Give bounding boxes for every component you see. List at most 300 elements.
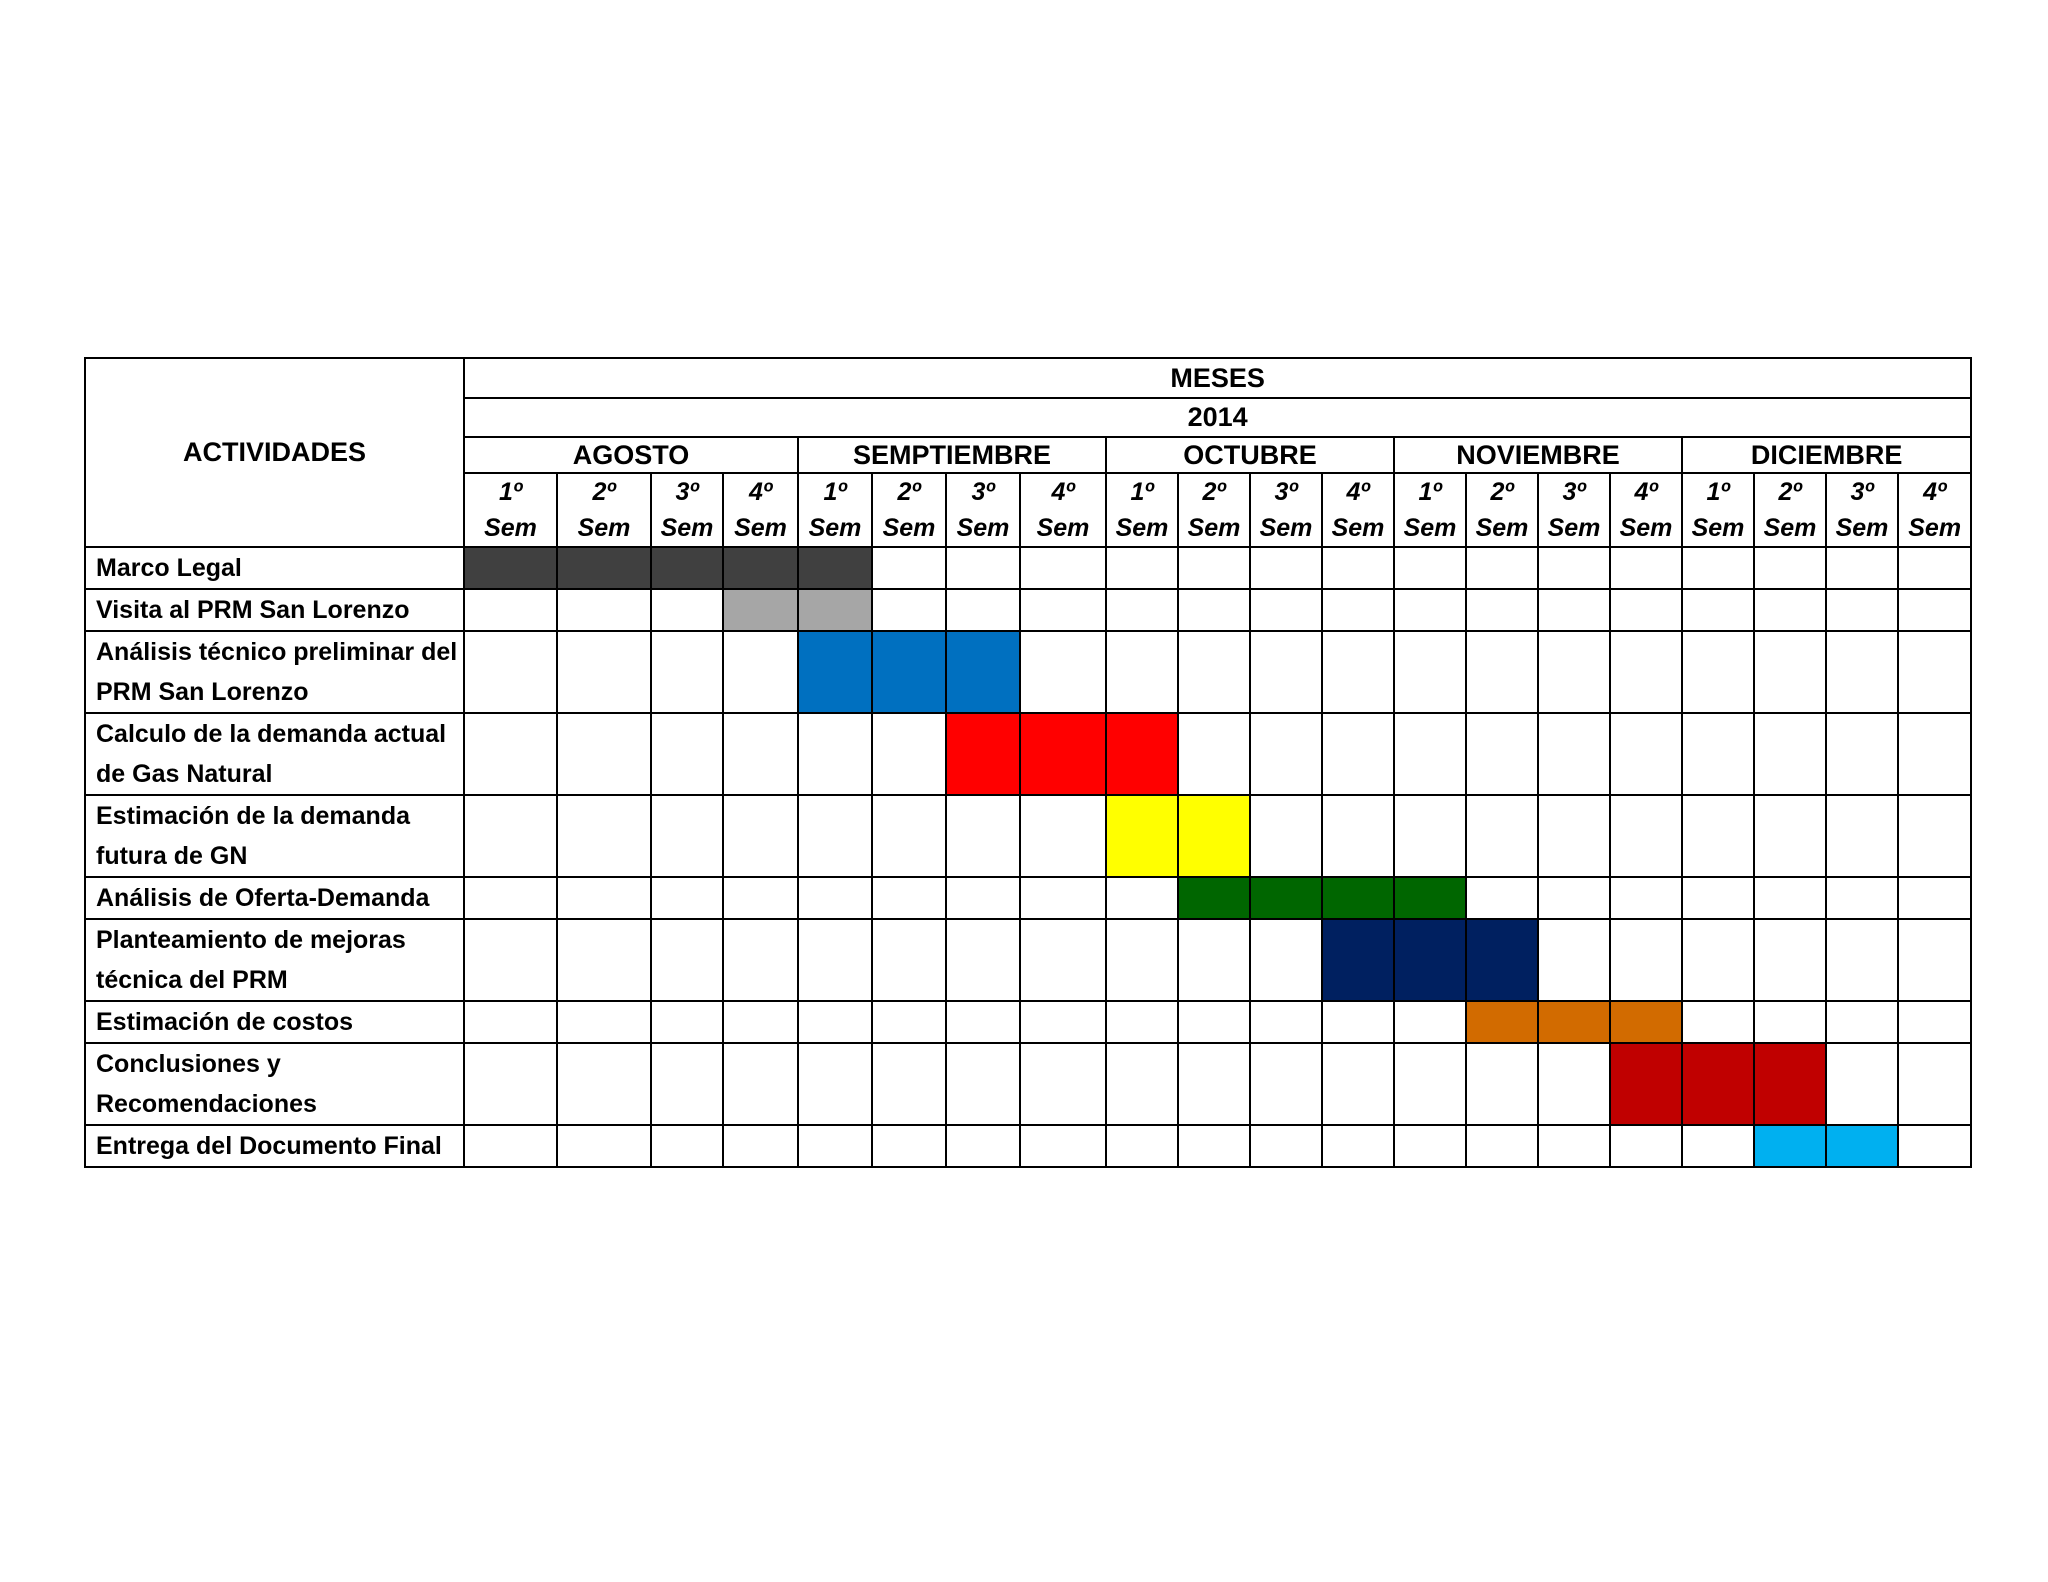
gantt-empty-cell: [464, 919, 557, 1001]
gantt-empty-cell: [1106, 1001, 1178, 1043]
gantt-empty-cell: [1020, 1125, 1106, 1167]
gantt-empty-cell: [651, 919, 723, 1001]
week-header: [1826, 473, 1898, 547]
gantt-empty-cell: [798, 713, 872, 795]
gantt-bar-cell: [464, 547, 557, 589]
gantt-empty-cell: [557, 1125, 651, 1167]
activity-name-line: Análisis técnico preliminar del: [96, 638, 458, 666]
gantt-empty-cell: [1322, 547, 1394, 589]
gantt-empty-cell: [723, 631, 798, 713]
gantt-empty-cell: [651, 631, 723, 713]
week-number: 3º: [971, 478, 995, 506]
gantt-empty-cell: [464, 1001, 557, 1043]
gantt-empty-cell: [1020, 631, 1106, 713]
week-header: [464, 473, 557, 547]
gantt-bar-cell: [1538, 1001, 1610, 1043]
gantt-empty-cell: [1250, 795, 1322, 877]
gantt-empty-cell: [1466, 795, 1538, 877]
gantt-empty-cell: [946, 589, 1020, 631]
activity-row: [85, 1001, 1971, 1043]
gantt-bar-cell: [1250, 877, 1322, 919]
gantt-bar-cell: [1106, 795, 1178, 877]
month-header: SEMPTIEMBRE: [798, 437, 1106, 473]
week-number: 1º: [823, 478, 847, 506]
gantt-empty-cell: [946, 795, 1020, 877]
gantt-empty-cell: [798, 795, 872, 877]
gantt-empty-cell: [1826, 589, 1898, 631]
gantt-empty-cell: [798, 1001, 872, 1043]
gantt-bar-cell: [1394, 877, 1466, 919]
gantt-bar-cell: [798, 631, 872, 713]
gantt-empty-cell: [1322, 713, 1394, 795]
gantt-empty-cell: [557, 919, 651, 1001]
week-header: [1754, 473, 1826, 547]
gantt-empty-cell: [1538, 631, 1610, 713]
gantt-empty-cell: [723, 877, 798, 919]
month-header: OCTUBRE: [1106, 437, 1394, 473]
week-header: [1898, 473, 1971, 547]
gantt-bar-cell: [1682, 1043, 1754, 1125]
gantt-empty-cell: [1178, 1001, 1250, 1043]
gantt-empty-cell: [1538, 795, 1610, 877]
week-number: 4º: [1634, 478, 1658, 506]
gantt-empty-cell: [946, 1125, 1020, 1167]
week-header: [1682, 473, 1754, 547]
week-header: [872, 473, 946, 547]
gantt-empty-cell: [1682, 547, 1754, 589]
gantt-empty-cell: [557, 1001, 651, 1043]
week-number: 4º: [1923, 478, 1947, 506]
week-number: 3º: [675, 478, 699, 506]
gantt-empty-cell: [464, 631, 557, 713]
gantt-empty-cell: [651, 1043, 723, 1125]
week-label: Sem: [1187, 514, 1241, 542]
gantt-empty-cell: [723, 1043, 798, 1125]
gantt-empty-cell: [1538, 1125, 1610, 1167]
gantt-empty-cell: [1250, 631, 1322, 713]
gantt-empty-cell: [1106, 547, 1178, 589]
gantt-empty-cell: [1020, 1001, 1106, 1043]
gantt-empty-cell: [1250, 1043, 1322, 1125]
gantt-empty-cell: [1826, 713, 1898, 795]
activity-name-line: Visita al PRM San Lorenzo: [96, 596, 410, 624]
gantt-empty-cell: [1106, 1043, 1178, 1125]
gantt-empty-cell: [723, 1001, 798, 1043]
gantt-empty-cell: [1610, 919, 1682, 1001]
gantt-empty-cell: [1250, 713, 1322, 795]
week-header: [651, 473, 723, 547]
week-label: Sem: [660, 514, 714, 542]
gantt-empty-cell: [651, 877, 723, 919]
gantt-empty-cell: [946, 1001, 1020, 1043]
gantt-empty-cell: [1826, 631, 1898, 713]
week-label: Sem: [1036, 514, 1090, 542]
gantt-empty-cell: [1178, 1043, 1250, 1125]
gantt-empty-cell: [1826, 877, 1898, 919]
gantt-empty-cell: [1250, 1125, 1322, 1167]
gantt-empty-cell: [1466, 1043, 1538, 1125]
gantt-empty-cell: [1538, 547, 1610, 589]
week-label: Sem: [1908, 514, 1962, 542]
week-header: [1394, 473, 1466, 547]
gantt-empty-cell: [1682, 589, 1754, 631]
gantt-empty-cell: [1394, 713, 1466, 795]
gantt-empty-cell: [1754, 919, 1826, 1001]
months-header: MESES: [464, 358, 1971, 398]
week-number: 2º: [1202, 478, 1226, 506]
activity-row: [85, 877, 1971, 919]
activity-name-line: Análisis de Oferta-Demanda: [96, 884, 430, 912]
gantt-bar-cell: [557, 547, 651, 589]
week-label: Sem: [1691, 514, 1745, 542]
gantt-bar-cell: [1178, 877, 1250, 919]
gantt-empty-cell: [557, 713, 651, 795]
week-label: Sem: [1835, 514, 1889, 542]
activity-name-line: Planteamiento de mejoras: [96, 926, 406, 954]
month-header: NOVIEMBRE: [1394, 437, 1682, 473]
gantt-empty-cell: [1610, 547, 1682, 589]
gantt-bar-cell: [723, 547, 798, 589]
gantt-empty-cell: [1682, 919, 1754, 1001]
gantt-empty-cell: [1898, 713, 1971, 795]
gantt-bar-cell: [723, 589, 798, 631]
gantt-empty-cell: [1020, 547, 1106, 589]
gantt-empty-cell: [1394, 1125, 1466, 1167]
gantt-empty-cell: [1826, 1001, 1898, 1043]
gantt-empty-cell: [798, 1125, 872, 1167]
week-header: [1538, 473, 1610, 547]
gantt-empty-cell: [1682, 713, 1754, 795]
gantt-empty-cell: [1826, 1043, 1898, 1125]
gantt-empty-cell: [872, 877, 946, 919]
activity-name: [85, 1043, 464, 1125]
week-number: 4º: [748, 478, 773, 506]
gantt-empty-cell: [1322, 589, 1394, 631]
activity-row: [85, 919, 1971, 1001]
gantt-empty-cell: [1106, 919, 1178, 1001]
activity-name-line: Calculo de la demanda actual: [96, 720, 447, 748]
activity-row: [85, 547, 1971, 589]
gantt-bar-cell: [872, 631, 946, 713]
gantt-empty-cell: [1394, 1001, 1466, 1043]
activity-name: [85, 589, 464, 631]
gantt-empty-cell: [1466, 589, 1538, 631]
month-header: DICIEMBRE: [1682, 437, 1971, 473]
gantt-empty-cell: [946, 1043, 1020, 1125]
week-header: [723, 473, 798, 547]
week-label: Sem: [882, 514, 936, 542]
week-number: 1º: [1706, 478, 1730, 506]
gantt-empty-cell: [872, 1043, 946, 1125]
activity-name: [85, 1125, 464, 1167]
gantt-empty-cell: [1020, 589, 1106, 631]
gantt-empty-cell: [1250, 919, 1322, 1001]
gantt-empty-cell: [1754, 547, 1826, 589]
gantt-empty-cell: [1250, 1001, 1322, 1043]
gantt-bar-cell: [1754, 1043, 1826, 1125]
week-label: Sem: [956, 514, 1010, 542]
gantt-table: [84, 357, 1972, 1168]
gantt-bar-cell: [1394, 919, 1466, 1001]
gantt-empty-cell: [1106, 589, 1178, 631]
gantt-bar-cell: [798, 547, 872, 589]
gantt-empty-cell: [946, 877, 1020, 919]
gantt-bar-cell: [1610, 1043, 1682, 1125]
gantt-empty-cell: [1754, 795, 1826, 877]
gantt-empty-cell: [1020, 877, 1106, 919]
gantt-empty-cell: [1322, 795, 1394, 877]
activity-name: [85, 547, 464, 589]
activity-row: [85, 713, 1971, 795]
week-number: 2º: [592, 478, 616, 506]
gantt-empty-cell: [1898, 1043, 1971, 1125]
gantt-header: [85, 358, 1971, 547]
gantt-empty-cell: [798, 877, 872, 919]
gantt-empty-cell: [1394, 631, 1466, 713]
activity-name-line: Recomendaciones: [96, 1090, 317, 1118]
week-label: Sem: [1547, 514, 1601, 542]
week-header: [1178, 473, 1250, 547]
activity-name-line: Estimación de la demanda: [96, 802, 410, 830]
gantt-empty-cell: [1178, 589, 1250, 631]
gantt-empty-cell: [557, 1043, 651, 1125]
activity-name-line: Conclusiones y: [96, 1050, 281, 1078]
gantt-empty-cell: [1394, 1043, 1466, 1125]
week-label: Sem: [1331, 514, 1385, 542]
activity-name: [85, 631, 464, 713]
gantt-bar-cell: [1178, 795, 1250, 877]
year-header: 2014: [464, 398, 1971, 437]
gantt-empty-cell: [872, 795, 946, 877]
gantt-bar-cell: [651, 547, 723, 589]
gantt-empty-cell: [1898, 877, 1971, 919]
activity-row: [85, 1043, 1971, 1125]
gantt-empty-cell: [1394, 589, 1466, 631]
gantt-empty-cell: [651, 795, 723, 877]
gantt-empty-cell: [723, 713, 798, 795]
week-number: 3º: [1562, 478, 1586, 506]
activity-name: [85, 919, 464, 1001]
gantt-empty-cell: [1178, 1125, 1250, 1167]
gantt-empty-cell: [1898, 631, 1971, 713]
gantt-empty-cell: [1322, 631, 1394, 713]
gantt-empty-cell: [651, 1001, 723, 1043]
gantt-empty-cell: [798, 1043, 872, 1125]
gantt-empty-cell: [1250, 547, 1322, 589]
gantt-empty-cell: [1754, 713, 1826, 795]
gantt-empty-cell: [1322, 1043, 1394, 1125]
gantt-empty-cell: [1610, 631, 1682, 713]
week-label: Sem: [1763, 514, 1817, 542]
gantt-bar-cell: [1826, 1125, 1898, 1167]
gantt-empty-cell: [1020, 795, 1106, 877]
gantt-empty-cell: [1826, 795, 1898, 877]
week-label: Sem: [1259, 514, 1313, 542]
gantt-empty-cell: [1394, 547, 1466, 589]
week-number: 4º: [1051, 478, 1075, 506]
activity-name: [85, 795, 464, 877]
week-number: 3º: [1850, 478, 1874, 506]
gantt-empty-cell: [557, 877, 651, 919]
gantt-empty-cell: [1682, 877, 1754, 919]
gantt-empty-cell: [1682, 631, 1754, 713]
activity-name-line: Marco Legal: [96, 554, 242, 582]
week-header: [946, 473, 1020, 547]
gantt-empty-cell: [651, 713, 723, 795]
gantt-empty-cell: [1682, 1125, 1754, 1167]
gantt-empty-cell: [1250, 589, 1322, 631]
gantt-empty-cell: [1538, 713, 1610, 795]
gantt-empty-cell: [872, 547, 946, 589]
week-label: Sem: [1475, 514, 1529, 542]
gantt-empty-cell: [1610, 589, 1682, 631]
gantt-empty-cell: [946, 547, 1020, 589]
week-header: [1106, 473, 1178, 547]
week-label: Sem: [734, 514, 787, 542]
gantt-empty-cell: [1610, 713, 1682, 795]
gantt-empty-cell: [557, 589, 651, 631]
gantt-empty-cell: [1322, 1125, 1394, 1167]
gantt-empty-cell: [1466, 547, 1538, 589]
gantt-empty-cell: [1394, 795, 1466, 877]
gantt-bar-cell: [798, 589, 872, 631]
gantt-empty-cell: [1538, 589, 1610, 631]
gantt-empty-cell: [1754, 589, 1826, 631]
gantt-bar-cell: [946, 713, 1020, 795]
gantt-bar-cell: [1754, 1125, 1826, 1167]
gantt-empty-cell: [1610, 877, 1682, 919]
week-header: [1250, 473, 1322, 547]
week-number: 3º: [1274, 478, 1298, 506]
gantt-empty-cell: [1898, 919, 1971, 1001]
week-header: [1322, 473, 1394, 547]
gantt-empty-cell: [1322, 1001, 1394, 1043]
gantt-bar-cell: [1610, 1001, 1682, 1043]
gantt-empty-cell: [1754, 631, 1826, 713]
gantt-empty-cell: [1754, 1001, 1826, 1043]
week-label: Sem: [1619, 514, 1673, 542]
gantt-empty-cell: [872, 1125, 946, 1167]
activity-name-line: PRM San Lorenzo: [96, 678, 309, 706]
week-number: 1º: [498, 478, 523, 506]
gantt-empty-cell: [651, 589, 723, 631]
gantt-empty-cell: [1020, 919, 1106, 1001]
activity-row: [85, 631, 1971, 713]
week-header: [1020, 473, 1106, 547]
week-number: 2º: [1490, 478, 1514, 506]
activity-name-line: técnica del PRM: [96, 966, 288, 994]
gantt-empty-cell: [464, 589, 557, 631]
activity-name: [85, 1001, 464, 1043]
gantt-bar-cell: [1020, 713, 1106, 795]
gantt-empty-cell: [464, 795, 557, 877]
gantt-body: [85, 547, 1971, 1167]
week-number: 2º: [1778, 478, 1802, 506]
gantt-empty-cell: [1106, 1125, 1178, 1167]
week-number: 1º: [1418, 478, 1442, 506]
gantt-empty-cell: [872, 589, 946, 631]
activities-header: ACTIVIDADES: [85, 358, 464, 547]
gantt-empty-cell: [464, 713, 557, 795]
gantt-empty-cell: [464, 1125, 557, 1167]
week-header: [1610, 473, 1682, 547]
gantt-empty-cell: [1466, 713, 1538, 795]
week-label: Sem: [1115, 514, 1169, 542]
activity-name: [85, 877, 464, 919]
gantt-empty-cell: [1106, 631, 1178, 713]
week-header: [1466, 473, 1538, 547]
gantt-empty-cell: [1466, 877, 1538, 919]
activity-name-line: Estimación de costos: [96, 1008, 354, 1036]
week-number: 4º: [1346, 478, 1370, 506]
gantt-bar-cell: [1322, 919, 1394, 1001]
week-number: 1º: [1130, 478, 1154, 506]
gantt-empty-cell: [557, 631, 651, 713]
gantt-empty-cell: [872, 713, 946, 795]
activity-row: [85, 1125, 1971, 1167]
gantt-empty-cell: [1466, 1125, 1538, 1167]
gantt-empty-cell: [1682, 1001, 1754, 1043]
gantt-empty-cell: [1898, 795, 1971, 877]
activity-name-line: de Gas Natural: [96, 760, 273, 788]
gantt-empty-cell: [1020, 1043, 1106, 1125]
gantt-empty-cell: [798, 919, 872, 1001]
gantt-empty-cell: [1538, 919, 1610, 1001]
gantt-empty-cell: [1178, 547, 1250, 589]
gantt-empty-cell: [1178, 919, 1250, 1001]
week-header: [798, 473, 872, 547]
gantt-empty-cell: [1754, 877, 1826, 919]
activity-name-line: futura de GN: [96, 842, 248, 870]
week-label: Sem: [484, 514, 537, 542]
gantt-empty-cell: [1898, 547, 1971, 589]
week-label: Sem: [577, 514, 631, 542]
gantt-empty-cell: [1610, 795, 1682, 877]
gantt-empty-cell: [1826, 919, 1898, 1001]
gantt-empty-cell: [1826, 547, 1898, 589]
activity-row: [85, 795, 1971, 877]
activity-name: [85, 713, 464, 795]
gantt-bar-cell: [946, 631, 1020, 713]
gantt-empty-cell: [464, 1043, 557, 1125]
week-number: 2º: [897, 478, 921, 506]
gantt-empty-cell: [557, 795, 651, 877]
gantt-bar-cell: [1322, 877, 1394, 919]
gantt-bar-cell: [1466, 1001, 1538, 1043]
gantt-empty-cell: [464, 877, 557, 919]
gantt-empty-cell: [1178, 631, 1250, 713]
activity-name-line: Entrega del Documento Final: [96, 1132, 442, 1160]
gantt-empty-cell: [1682, 795, 1754, 877]
week-label: Sem: [808, 514, 862, 542]
gantt-empty-cell: [1610, 1125, 1682, 1167]
gantt-empty-cell: [723, 1125, 798, 1167]
gantt-empty-cell: [1538, 1043, 1610, 1125]
gantt-empty-cell: [1178, 713, 1250, 795]
gantt-empty-cell: [946, 919, 1020, 1001]
week-label: Sem: [1403, 514, 1457, 542]
gantt-empty-cell: [723, 795, 798, 877]
gantt-empty-cell: [651, 1125, 723, 1167]
gantt-empty-cell: [872, 919, 946, 1001]
gantt-empty-cell: [1106, 877, 1178, 919]
gantt-empty-cell: [723, 919, 798, 1001]
activity-row: [85, 589, 1971, 631]
gantt-bar-cell: [1466, 919, 1538, 1001]
gantt-empty-cell: [1898, 589, 1971, 631]
gantt-empty-cell: [1898, 1125, 1971, 1167]
gantt-empty-cell: [1466, 631, 1538, 713]
